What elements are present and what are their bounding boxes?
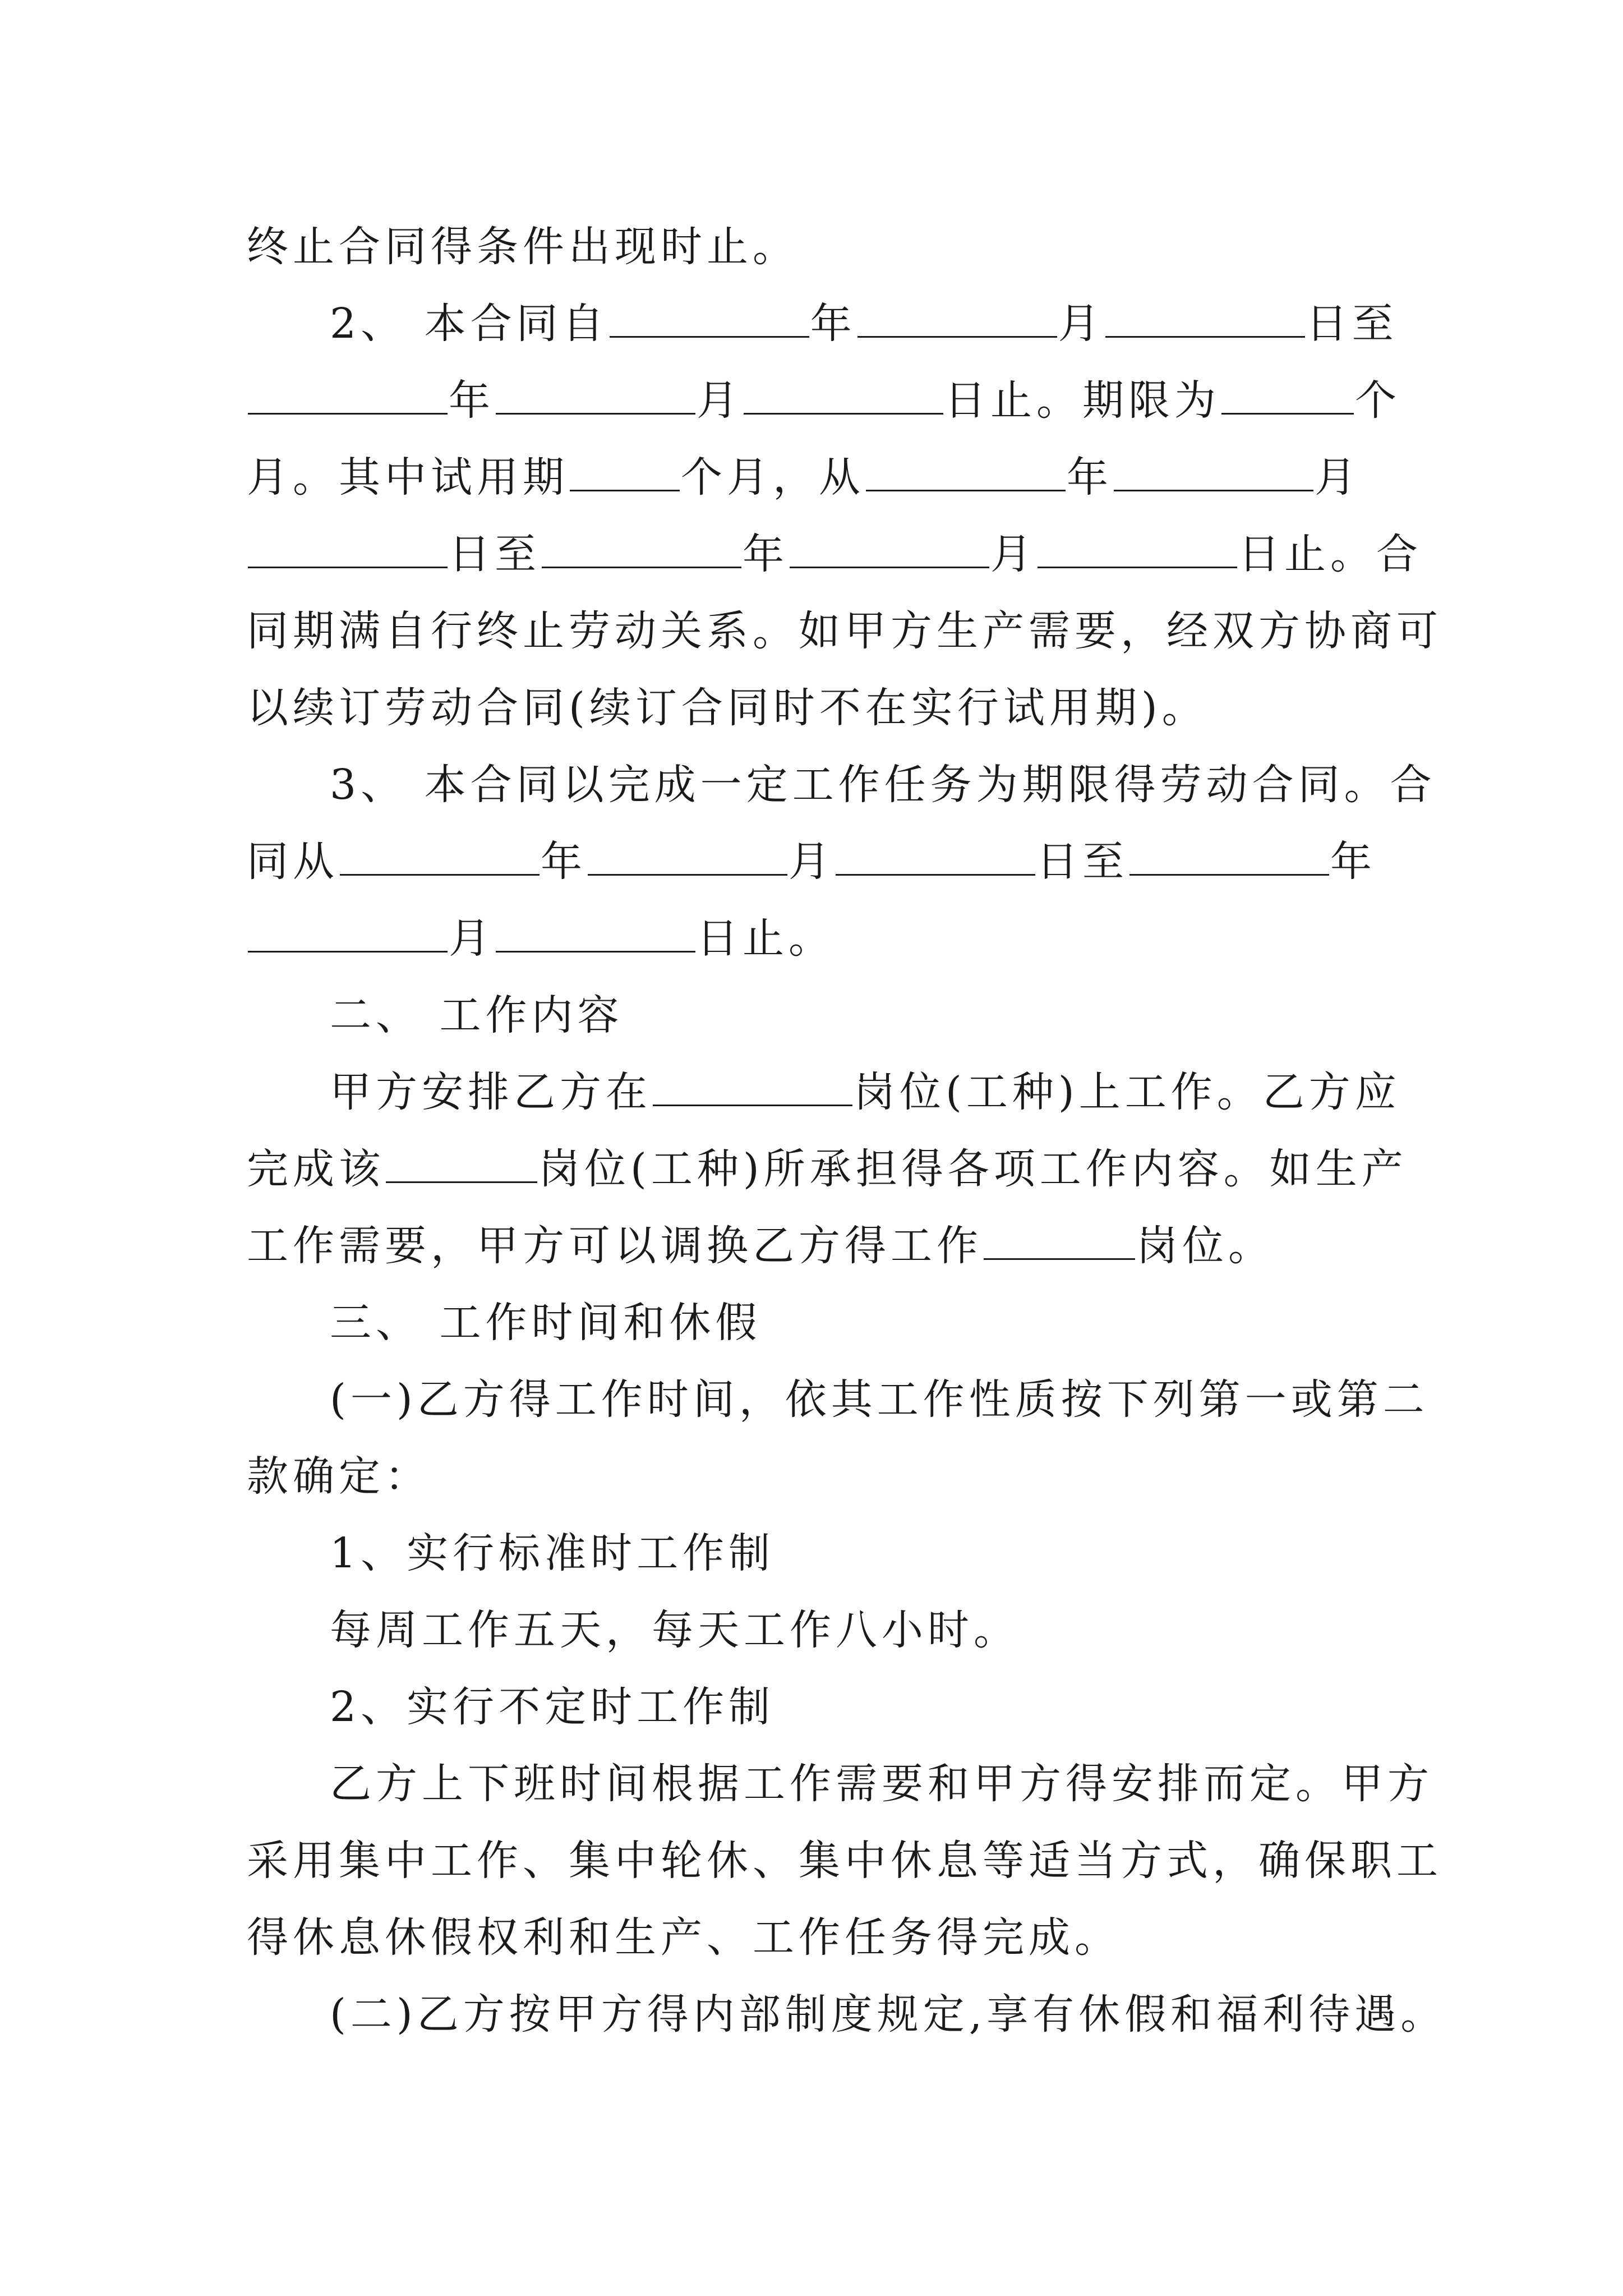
blank-field[interactable] — [610, 295, 809, 338]
paragraph-line: 得休息休假权利和生产、工作任务得完成。 — [247, 1913, 1121, 1962]
text: 年 — [1067, 453, 1113, 501]
paragraph-line: 终止合同得条件出现时止。 — [247, 223, 799, 271]
text: 岗位(工种)所承担得各项工作内容。如生产 — [538, 1145, 1408, 1193]
blank-field[interactable] — [496, 371, 695, 415]
paragraph-line — [247, 439, 1385, 516]
paragraph-line — [247, 362, 1401, 439]
text: 同从 — [247, 838, 339, 886]
text: 月 — [789, 838, 834, 886]
blank-field[interactable] — [836, 832, 1035, 876]
blank-field[interactable] — [1129, 832, 1329, 876]
blank-field[interactable] — [588, 832, 787, 876]
text: 月 — [697, 376, 743, 425]
blank-field[interactable] — [248, 371, 448, 415]
text: 甲方安排乙方在 — [330, 1068, 652, 1116]
paragraph-line: 采用集中工作、集中轮休、集中休息等适当方式，确保职工 — [247, 1837, 1442, 1885]
text: 年 — [810, 300, 856, 348]
text: 岗位。 — [1136, 1222, 1274, 1270]
text: 月 — [449, 914, 495, 963]
text: 月。其中试用期 — [247, 453, 569, 501]
text: 2、 本合同自 — [330, 300, 608, 348]
term-clause-3: 3、 本合同以完成一定工作任务为期限得劳动合同。合 — [330, 761, 1436, 809]
blank-field[interactable] — [1105, 295, 1305, 338]
text: 年 — [1330, 838, 1376, 886]
blank-field[interactable] — [857, 295, 1057, 338]
blank-field[interactable] — [790, 525, 989, 568]
text: 年 — [743, 530, 789, 578]
term-clause-2 — [247, 286, 1398, 362]
paragraph-line: 款确定： — [247, 1452, 431, 1501]
paragraph-line: 以续订劳动合同(续订合同时不在实行试用期)。 — [247, 684, 1208, 732]
text: 岗位(工种)上工作。乙方应 — [854, 1068, 1401, 1116]
paragraph-line: (二)乙方按甲方得内部制度规定,享有休假和福利待遇。 — [330, 1990, 1447, 2039]
blank-field[interactable] — [248, 525, 448, 568]
blank-field[interactable] — [653, 1063, 852, 1106]
text: 月 — [1315, 453, 1361, 501]
blank-field[interactable] — [570, 448, 680, 491]
blank-field[interactable] — [386, 1140, 537, 1183]
blank-field[interactable] — [984, 1217, 1135, 1260]
blank-field[interactable] — [496, 909, 695, 953]
blank-field[interactable] — [1221, 371, 1354, 415]
blank-field[interactable] — [340, 832, 540, 876]
section-heading: 二、 工作内容 — [330, 991, 624, 1039]
paragraph-line: 2、实行不定时工作制 — [330, 1683, 775, 1731]
section-heading: 三、 工作时间和休假 — [330, 1299, 762, 1347]
paragraph-line: 每周工作五天，每天工作八小时。 — [330, 1606, 1020, 1654]
text: 日至 — [1306, 300, 1398, 348]
text: 日止。合 — [1238, 530, 1422, 578]
text: 年 — [449, 376, 495, 425]
paragraph-line — [247, 900, 1385, 977]
text: 日至 — [1036, 838, 1128, 886]
paragraph-line: 乙方上下班时间根据工作需要和甲方得安排而定。甲方 — [330, 1760, 1433, 1808]
blank-field[interactable] — [542, 525, 741, 568]
text: 月 — [1058, 300, 1104, 348]
text: 日至 — [449, 530, 541, 578]
contract-page — [247, 209, 1447, 2053]
paragraph-line — [247, 823, 1385, 900]
blank-field[interactable] — [1114, 448, 1313, 491]
blank-field[interactable] — [248, 909, 448, 953]
text: 个月，从 — [681, 453, 865, 501]
blank-field[interactable] — [744, 371, 943, 415]
text: 月 — [990, 530, 1036, 578]
text: 个 — [1355, 376, 1401, 425]
text: 日止。期限为 — [944, 376, 1220, 425]
paragraph-line — [247, 1131, 1408, 1208]
blank-field[interactable] — [866, 448, 1066, 491]
text: 日止。 — [697, 914, 834, 963]
text: 年 — [541, 838, 587, 886]
paragraph-line — [247, 1208, 1385, 1285]
paragraph-line: 同期满自行终止劳动关系。如甲方生产需要，经双方协商可 — [247, 607, 1442, 655]
blank-field[interactable] — [1038, 525, 1237, 568]
paragraph-line: (一)乙方得工作时间，依其工作性质按下列第一或第二 — [330, 1375, 1429, 1424]
paragraph-line — [247, 516, 1422, 593]
paragraph-line — [247, 1054, 1401, 1131]
text: 完成该 — [247, 1145, 385, 1193]
text: 工作需要，甲方可以调换乙方得工作 — [247, 1222, 983, 1270]
paragraph-line: 1、实行标准时工作制 — [330, 1529, 775, 1577]
